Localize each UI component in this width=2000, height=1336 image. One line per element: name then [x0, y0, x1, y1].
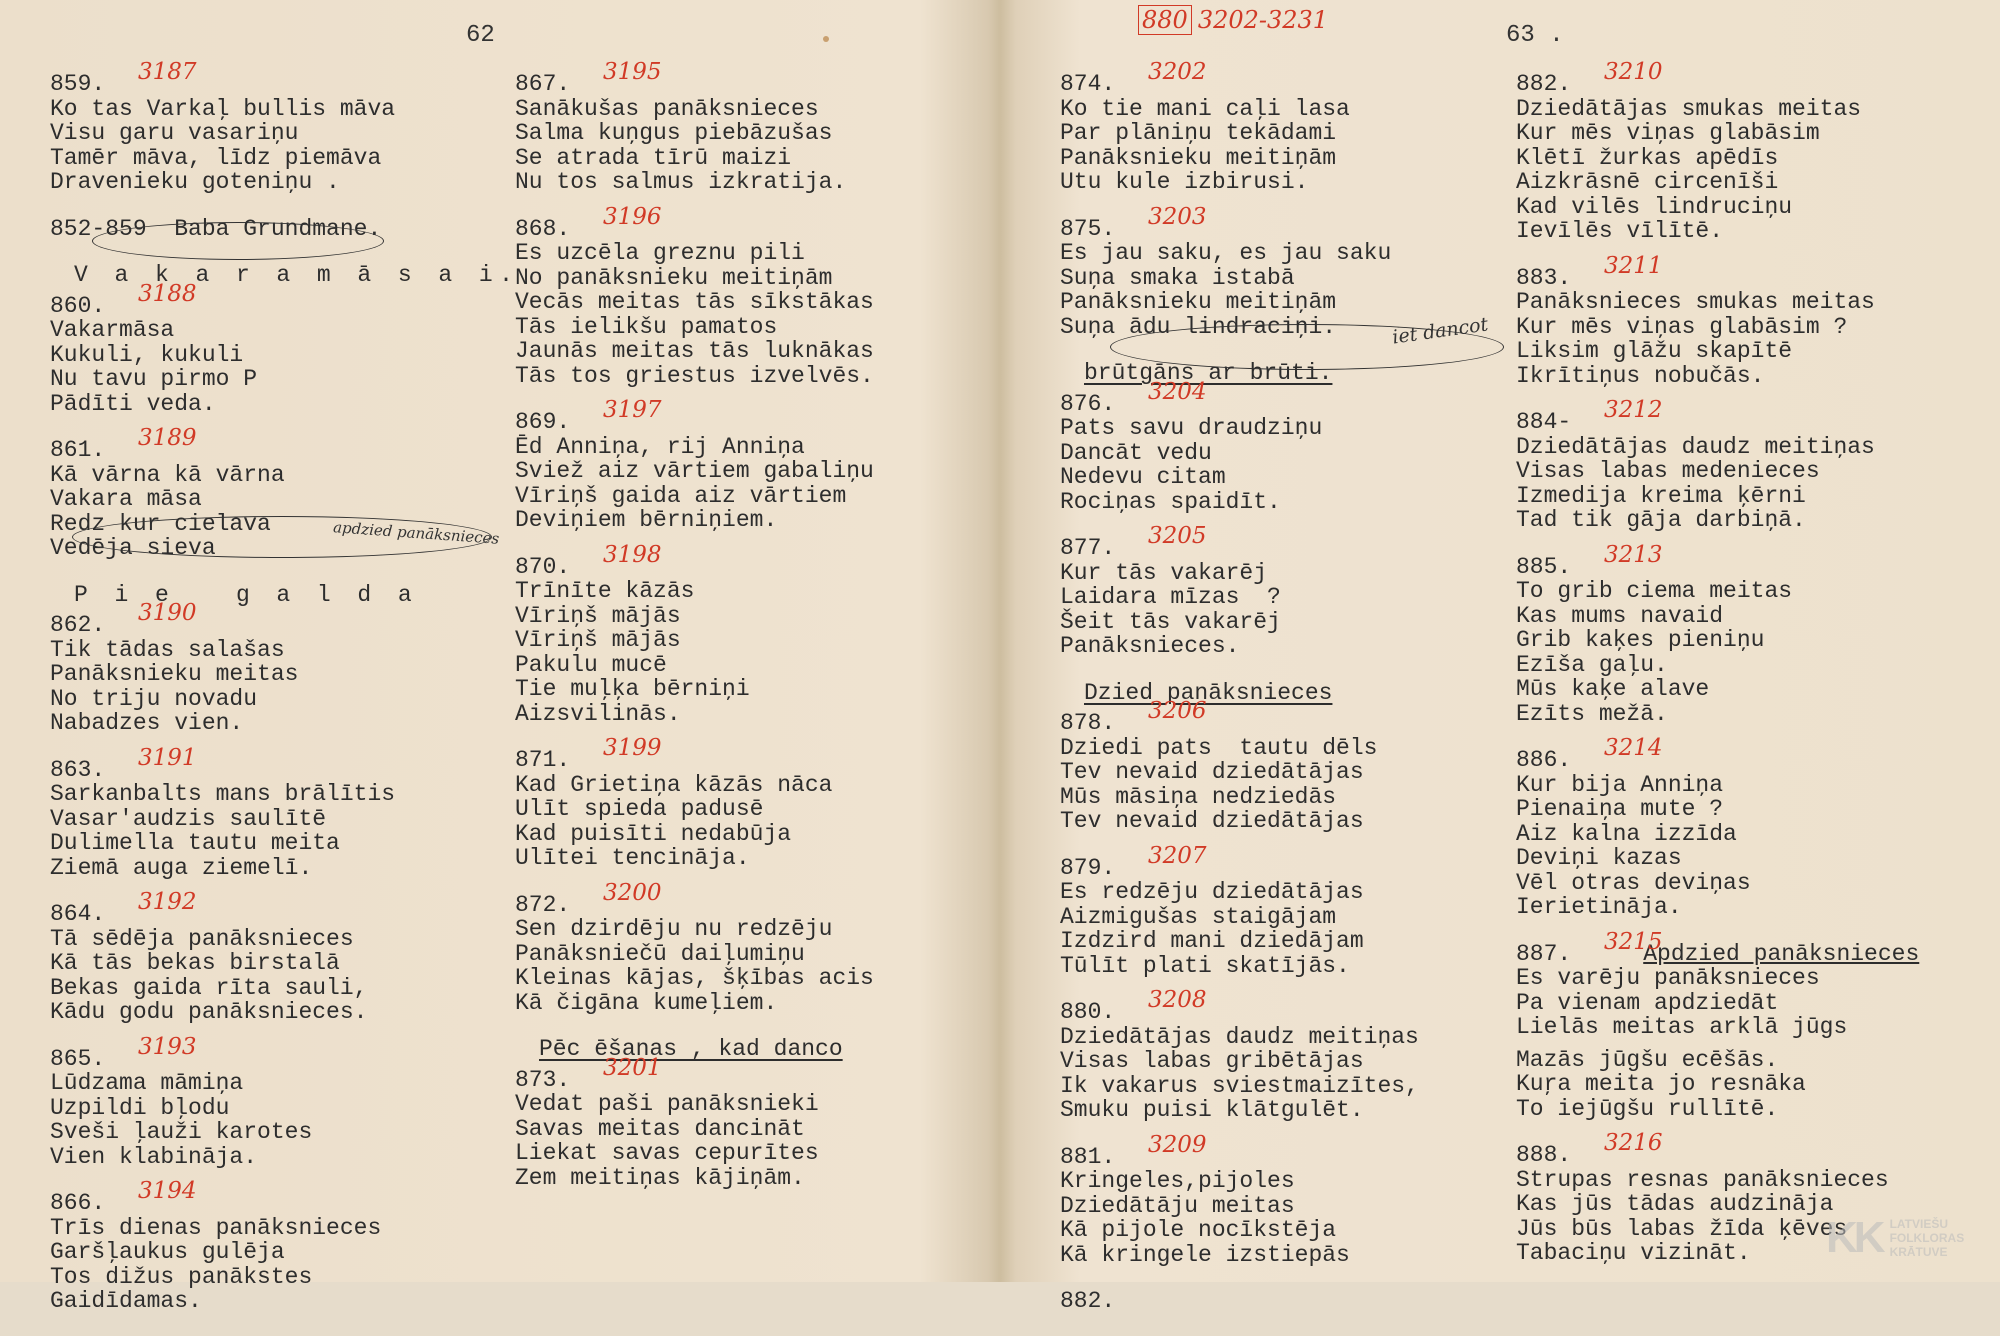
verse-line: Mūs māsiņa nedziedās [1060, 783, 1337, 810]
catalog-number-annotation: 3214 [1604, 735, 1663, 761]
entry-number: 884- 3212 [1516, 397, 1663, 435]
verse-line: Liksim glāžu skapītē [1516, 338, 1793, 364]
verse-line: Dancāt vedu [1060, 439, 1212, 466]
right-column-1 [1060, 59, 1470, 1336]
verse-line: Sarkanbalts mans brālītis [50, 781, 396, 807]
song-entry [1516, 735, 1956, 920]
verse-line: Salma kuņgus piebāzušas [515, 120, 833, 146]
verse-line: Tamēr māva, līdz piemāva [50, 144, 382, 171]
song-entry [1516, 397, 1956, 533]
verse-line: Visas labas gribētājas [1060, 1048, 1364, 1074]
song-entry [50, 600, 450, 736]
verse-line: Tabaciņu vizināt. [1516, 1240, 1751, 1266]
verse-line: Panāksnieku meitiņām [1060, 289, 1337, 315]
song-entry [50, 280, 450, 417]
song-entry [1060, 361, 1470, 386]
verse-line: Es jau saku, es jau saku [1060, 240, 1392, 266]
verse-line: Tos dižus panākstes [50, 1263, 313, 1290]
verse-line: Panāksnieces. [1060, 633, 1240, 659]
verse-line: Tev nevaid dziedātājas [1060, 808, 1364, 834]
entry-number: 867. 3195 [515, 59, 662, 97]
catalog-number-annotation: 3192 [138, 889, 197, 915]
verse-line: Suņa ādu lindraciņi. [1060, 313, 1337, 340]
verse-line: Tās tos griestus izvelvēs. [515, 362, 874, 389]
verse-line: Ievīlēs vīlītē. [1516, 218, 1724, 244]
verse-line: Strupas resnas panāksnieces [1516, 1166, 1889, 1193]
song-entry [1516, 59, 1956, 244]
verse-line: Sen dzirdēju nu redzēju [515, 916, 833, 942]
entry-number: 861. 3189 [50, 425, 197, 463]
catalog-range: 3202-3231 [1197, 6, 1329, 34]
section-heading: Apdzied panāksnieces [1643, 940, 1920, 967]
verse-line: No triju novadu [50, 685, 258, 712]
verse-line: Kad Grietiņa kāzās nāca [515, 771, 833, 798]
verse-line: Redz kur cielava [50, 510, 271, 537]
verse-line: Tie muļķa bērniņi [515, 676, 750, 702]
entry-number: 863. 3191 [50, 744, 197, 783]
verse-line: Aizmigušas staigājam [1060, 903, 1337, 930]
verse-line: Ikrītiņus nobučās. [1516, 362, 1765, 389]
song-entry [515, 397, 935, 533]
entry-number: 883. 3211 [1516, 252, 1663, 291]
verse-line: Kur mēs viņas glabāsim ? [1516, 313, 1848, 340]
song-entry [50, 744, 450, 881]
verse-line: Visu garu vasariņu [50, 120, 299, 146]
song-entry [1060, 378, 1470, 515]
verse-line: Klētī žurkas apēdīs [1516, 144, 1779, 171]
verse-line: Trīs dienas panāksnieces [50, 1214, 382, 1241]
verse-line: Vakarmāsa [50, 317, 175, 343]
entry-number: 878. 3206 [1060, 698, 1207, 736]
song-entry [515, 1037, 935, 1062]
section-heading: P i e g a l d a [74, 581, 419, 608]
verse-line: Liekat savas cepurītes [515, 1140, 819, 1166]
verse-line: Vedēja sieva [50, 535, 216, 561]
catalog-number-annotation: 3205 [1148, 523, 1207, 549]
archive-logo-icon: KK [1826, 1213, 1882, 1262]
verse-line: Lūdzama māmiņa [50, 1070, 244, 1096]
verse-line: Visas labas medenieces [1516, 458, 1820, 484]
entry-number: 876. 3204 [1060, 378, 1207, 417]
right-page [1000, 0, 2000, 1314]
verse-line: Mazās jūgšu ecēšās. [1516, 1046, 1779, 1073]
verse-line: Trīnīte kāzās [515, 578, 695, 604]
verse-line: Kur tās vakarēj [1060, 559, 1268, 586]
verse-line: Kad vilēs lindruciņu [1516, 193, 1793, 220]
song-entry [515, 541, 935, 727]
page-number: 63 . [1506, 22, 1564, 49]
verse-line: Tik tādas salašas [50, 636, 285, 663]
verse-line: Aizkrāsnē circenīši [1516, 169, 1779, 195]
verse-line: Sveši ļauži karotes [50, 1119, 313, 1145]
entry-number: 882. [1060, 1288, 1116, 1314]
verse-line: Kā vārna kā vārna [50, 461, 285, 488]
verse-line: Bekas gaida rīta sauli, [50, 974, 368, 1001]
verse-line: Tās ielikšu pamatos [515, 313, 778, 340]
verse-line: Vīriņš gaida aiz vārtiem [515, 482, 847, 509]
entry-number: 886. 3214 [1516, 735, 1663, 773]
verse-line: Vecās meitas tās sīkstākas [515, 289, 874, 315]
verse-line: Es redzēju dziedātājas [1060, 879, 1364, 905]
song-entry [1060, 203, 1470, 340]
verse-line: Dziedi pats tautu dēls [1060, 734, 1378, 761]
entry-number: 871. 3199 [515, 735, 662, 773]
catalog-number-annotation: 3211 [1604, 252, 1663, 279]
left-page [0, 0, 1000, 1314]
verse-line: Sanākušas panāksnieces [515, 95, 819, 122]
verse-line: Kā čigāna kumeļiem. [515, 989, 778, 1016]
song-entry [50, 59, 450, 195]
entry-number: 887. Apdzied panāksnieces 3215 [1516, 928, 1920, 967]
left-column-2 [515, 59, 935, 1212]
verse-line: Panāksnieces smukas meitas [1516, 289, 1875, 315]
section-heading: brūtgāns ar brūti. [1084, 360, 1333, 386]
song-entry [50, 425, 450, 561]
verse-line: Vien klabināja. [50, 1143, 258, 1170]
song-entry [50, 1178, 450, 1314]
section-heading: Pēc ēšanas , kad danco [539, 1036, 843, 1062]
song-entry [1516, 252, 1956, 389]
verse-line: Ko tie mani caļi lasa [1060, 95, 1350, 122]
song-entry [1060, 698, 1470, 834]
verse-line: Nu tos salmus izkratija. [515, 169, 847, 195]
verse-line: Izmedija kreima ķērni [1516, 482, 1806, 509]
song-entry [1516, 541, 1956, 727]
verse-line: Ko tas Varkaļ bullis māva [50, 95, 396, 122]
song-entry [515, 1054, 935, 1191]
catalog-number-annotation: 3204 [1148, 378, 1207, 405]
verse-line: Vīriņš mājās [515, 627, 681, 653]
verse-line: Rociņas spaidīt. [1060, 488, 1281, 515]
verse-line: Nabadzes vien. [50, 710, 244, 736]
verse-line: Utu kule izbirusi. [1060, 169, 1309, 195]
catalog-number-annotation: 3200 [603, 879, 662, 906]
verse-line: Vedat paši panāksnieki [515, 1091, 819, 1117]
verse-line: Kringeles,pijoles [1060, 1168, 1295, 1194]
verse-line: Dravenieku goteniņu . [50, 169, 340, 195]
verse-line: 852-859 Baba Grundmane. [50, 215, 382, 242]
verse-line: Jūs būs labas žīda ķēves [1516, 1215, 1848, 1242]
verse-line: Es varēju panāksnieces [1516, 965, 1820, 991]
catalog-number-annotation: 3203 [1148, 203, 1207, 230]
song-entry [1060, 59, 1470, 195]
verse-line: Dziedātājas daudz meitiņas [1516, 433, 1875, 460]
catalog-number-annotation: 3208 [1148, 987, 1207, 1013]
verse-line: Tūlīt plati skatījās. [1060, 952, 1350, 979]
entry-number: 869. 3197 [515, 397, 662, 435]
entry-number: 875. 3203 [1060, 203, 1207, 242]
catalog-range-header [1138, 6, 1328, 34]
catalog-number-annotation: 3212 [1604, 397, 1663, 423]
verse-line: Kā tās bekas birstalā [50, 950, 340, 976]
entry-number: 882. 3210 [1516, 59, 1663, 97]
verse-line: Dulimella tautu meita [50, 830, 340, 856]
verse-line: Tad tik gāja darbiņā. [1516, 507, 1806, 533]
verse-line: Par plāniņu tekādami [1060, 120, 1337, 146]
verse-line: Mūs kaķe alave [1516, 676, 1710, 702]
verse-line: Dziedātājas daudz meitiņas [1060, 1023, 1419, 1050]
entry-number: 866. 3194 [50, 1178, 197, 1216]
catalog-number-annotation: 3194 [138, 1178, 197, 1204]
archive-name: LATVIEŠU FOLKLORAS KRĀTUVE [1889, 1217, 1965, 1259]
song-entry [50, 583, 450, 608]
left-column-1 [50, 59, 520, 1336]
catalog-number-annotation: 3188 [138, 280, 197, 307]
verse-line: Kur bija Anniņa [1516, 771, 1724, 798]
entry-number: 870. 3198 [515, 541, 662, 580]
verse-line: To grib ciema meitas [1516, 578, 1793, 604]
verse-line: Kā kringele izstiepās [1060, 1241, 1350, 1268]
verse-line: Kas jūs tādas audzināja [1516, 1191, 1834, 1217]
entry-number: 859. 3187 [50, 59, 197, 97]
catalog-number-annotation: 3195 [603, 59, 662, 85]
verse-line: Ezīša gaļu. [1516, 651, 1668, 678]
verse-line: Pats savu draudziņu [1060, 415, 1323, 441]
entry-number: 860. 3188 [50, 280, 197, 319]
verse-line: Pa vienam apdziedāt [1516, 989, 1779, 1016]
verse-line: Vīriņš mājās [515, 602, 681, 629]
song-entry [515, 735, 935, 871]
verse-line: Ik vakarus sviestmaizītes, [1060, 1072, 1419, 1099]
song-entry [1060, 987, 1470, 1123]
song-entry [1060, 523, 1470, 659]
song-entry [50, 217, 450, 242]
catalog-number-annotation: 3207 [1148, 842, 1207, 869]
right-column-2 [1516, 59, 1956, 1288]
catalog-number-annotation: 3196 [603, 203, 662, 230]
verse-line: Ulītei tencināja. [515, 845, 750, 871]
catalog-number-annotation: 3190 [138, 600, 197, 626]
verse-line: Sviež aiz vārtiem gabaliņu [515, 458, 874, 484]
verse-line: Nedevu citam [1060, 464, 1226, 490]
catalog-number-annotation: 3210 [1604, 59, 1663, 85]
song-entry [50, 1033, 450, 1170]
verse-line: Ēd Anniņa, rij Anniņa [515, 433, 805, 460]
catalog-number-annotation: 3213 [1604, 541, 1663, 568]
verse-line: Panāksnieku meitiņām [1060, 144, 1337, 171]
song-entry [515, 879, 935, 1016]
verse-line: Uzpildi bļodu [50, 1094, 230, 1121]
verse-line: Ierietināja. [1516, 894, 1682, 920]
catalog-number-annotation: 3189 [138, 425, 197, 451]
song-entry [515, 203, 935, 389]
song-entry [515, 59, 935, 195]
song-entry [1516, 928, 1956, 1122]
section-heading: V a k a r a m ā s a i. [74, 262, 520, 288]
entry-number: 888. 3216 [1516, 1130, 1663, 1168]
song-entry [50, 889, 450, 1025]
verse-line: Pakulu mucē [515, 651, 667, 678]
catalog-number-annotation: 3199 [603, 735, 662, 761]
verse-line: Ezīts mežā. [1516, 700, 1668, 727]
entry-number: 880. 3208 [1060, 987, 1207, 1025]
verse-line: Laidara mīzas ? [1060, 584, 1281, 610]
verse-line: Dziedātājas smukas meitas [1516, 95, 1862, 122]
entry-number: 877. 3205 [1060, 523, 1207, 561]
verse-line: Zem meitiņas kājiņām. [515, 1164, 805, 1191]
catalog-number-annotation: 3206 [1148, 698, 1207, 724]
verse-line: Jaunās meitas tās luknākas [515, 338, 874, 364]
verse-line: Lielās meitas arklā jūgs [1516, 1014, 1848, 1040]
entry-number: 873. 3201 [515, 1054, 662, 1093]
verse-line: Dziedātāju meitas [1060, 1192, 1295, 1219]
entry-number: 865. 3193 [50, 1033, 197, 1072]
verse-line: Izdzird mani dziedājam [1060, 928, 1364, 954]
catalog-number-annotation: 3216 [1604, 1130, 1663, 1156]
verse-line: Kur mēs viņas glabāsim [1516, 120, 1820, 146]
section-heading: Dzied panāksnieces [1084, 679, 1333, 706]
song-entry [1060, 1131, 1470, 1268]
verse-line: Kā pijole nocīkstēja [1060, 1217, 1337, 1243]
song-entry [1060, 681, 1470, 706]
song-entry [50, 262, 520, 288]
catalog-number-annotation: 3197 [603, 397, 662, 423]
verse-line: Vasar'audzis saulītē [50, 805, 327, 832]
verse-line: Kukuli, kukuli [50, 341, 244, 368]
catalog-number-annotation: 3215 [1604, 928, 1663, 955]
verse-line: No panāksnieku meitiņām [515, 264, 833, 291]
verse-line: Garšļaukus gulēja [50, 1239, 285, 1265]
verse-line: Suņa smaka istabā [1060, 264, 1295, 291]
verse-line: Tev nevaid dziedātājas [1060, 759, 1364, 785]
verse-line: Vakara māsa [50, 486, 202, 512]
catalog-number-annotation: 3198 [603, 541, 662, 568]
song-entry [1060, 1289, 1470, 1314]
verse-line: Aiz kalna izzīda [1516, 820, 1737, 847]
verse-line: Kad puisīti nedabūja [515, 820, 792, 847]
entry-number: 862. 3190 [50, 600, 197, 638]
verse-line: Deviņi kazas [1516, 845, 1682, 871]
handwritten-note: apdzied panāksnieces [332, 518, 500, 548]
entry-number: 881. 3209 [1060, 1131, 1207, 1170]
verse-line: Deviņiem bērniņiem. [515, 507, 778, 533]
verse-line: Smuku puisi klātgulēt. [1060, 1097, 1364, 1123]
verse-line: Gaidīdamas. [50, 1288, 202, 1314]
verse-line: Panāksniečū daiļumiņu [515, 940, 805, 967]
verse-line: Es uzcēla greznu pili [515, 240, 805, 266]
verse-line: Grib kaķes pieniņu [1516, 627, 1765, 653]
catalog-number-annotation: 3201 [603, 1054, 662, 1081]
entry-number: 868. 3196 [515, 203, 662, 242]
song-entry [1060, 842, 1470, 979]
entry-number: 872. 3200 [515, 879, 662, 918]
verse-line: Kleinas kājas, šķības acis [515, 965, 874, 991]
verse-line: Panāksnieku meitas [50, 661, 299, 687]
page-number: 62 [466, 22, 495, 49]
catalog-box-number: 880 [1138, 5, 1192, 35]
verse-line: Ziemā auga ziemelī. [50, 854, 313, 881]
verse-line: Kas mums navaid [1516, 602, 1724, 629]
verse-line: Pādīti veda. [50, 390, 216, 417]
verse-line: Vēl otras deviņas [1516, 869, 1751, 896]
catalog-number-annotation: 3187 [138, 59, 197, 85]
verse-line: Tā sēdēja panāksnieces [50, 925, 354, 952]
paper-spot [823, 36, 829, 42]
verse-line: Kādu godu panāksnieces. [50, 999, 368, 1025]
verse-line: Aizsvilinās. [515, 700, 681, 727]
entry-number: 885. 3213 [1516, 541, 1663, 580]
verse-line: Nu tavu pirmo P [50, 366, 258, 392]
catalog-number-annotation: 3209 [1148, 1131, 1207, 1158]
archive-watermark [1826, 1202, 1976, 1274]
entry-number: 879. 3207 [1060, 842, 1207, 881]
catalog-number-annotation: 3191 [138, 744, 197, 771]
catalog-number-annotation: 3202 [1148, 59, 1207, 85]
verse-line: Pienaiņa mute ? [1516, 796, 1724, 822]
verse-line: Se atrada tīrū maizi [515, 144, 792, 171]
entry-number: 864. 3192 [50, 889, 197, 927]
verse-line: Ulīt spieda padusē [515, 796, 764, 822]
verse-line: Kuŗa meita jo resnāka [1516, 1071, 1806, 1097]
verse-line: To iejūgšu rullītē. [1516, 1095, 1779, 1122]
catalog-number-annotation: 3193 [138, 1033, 197, 1060]
handwritten-note: iet dancot [1390, 313, 1490, 349]
verse-line: Savas meitas dancināt [515, 1115, 805, 1142]
entry-number: 874. 3202 [1060, 59, 1207, 97]
verse-line: Šeit tās vakarēj [1060, 608, 1281, 635]
